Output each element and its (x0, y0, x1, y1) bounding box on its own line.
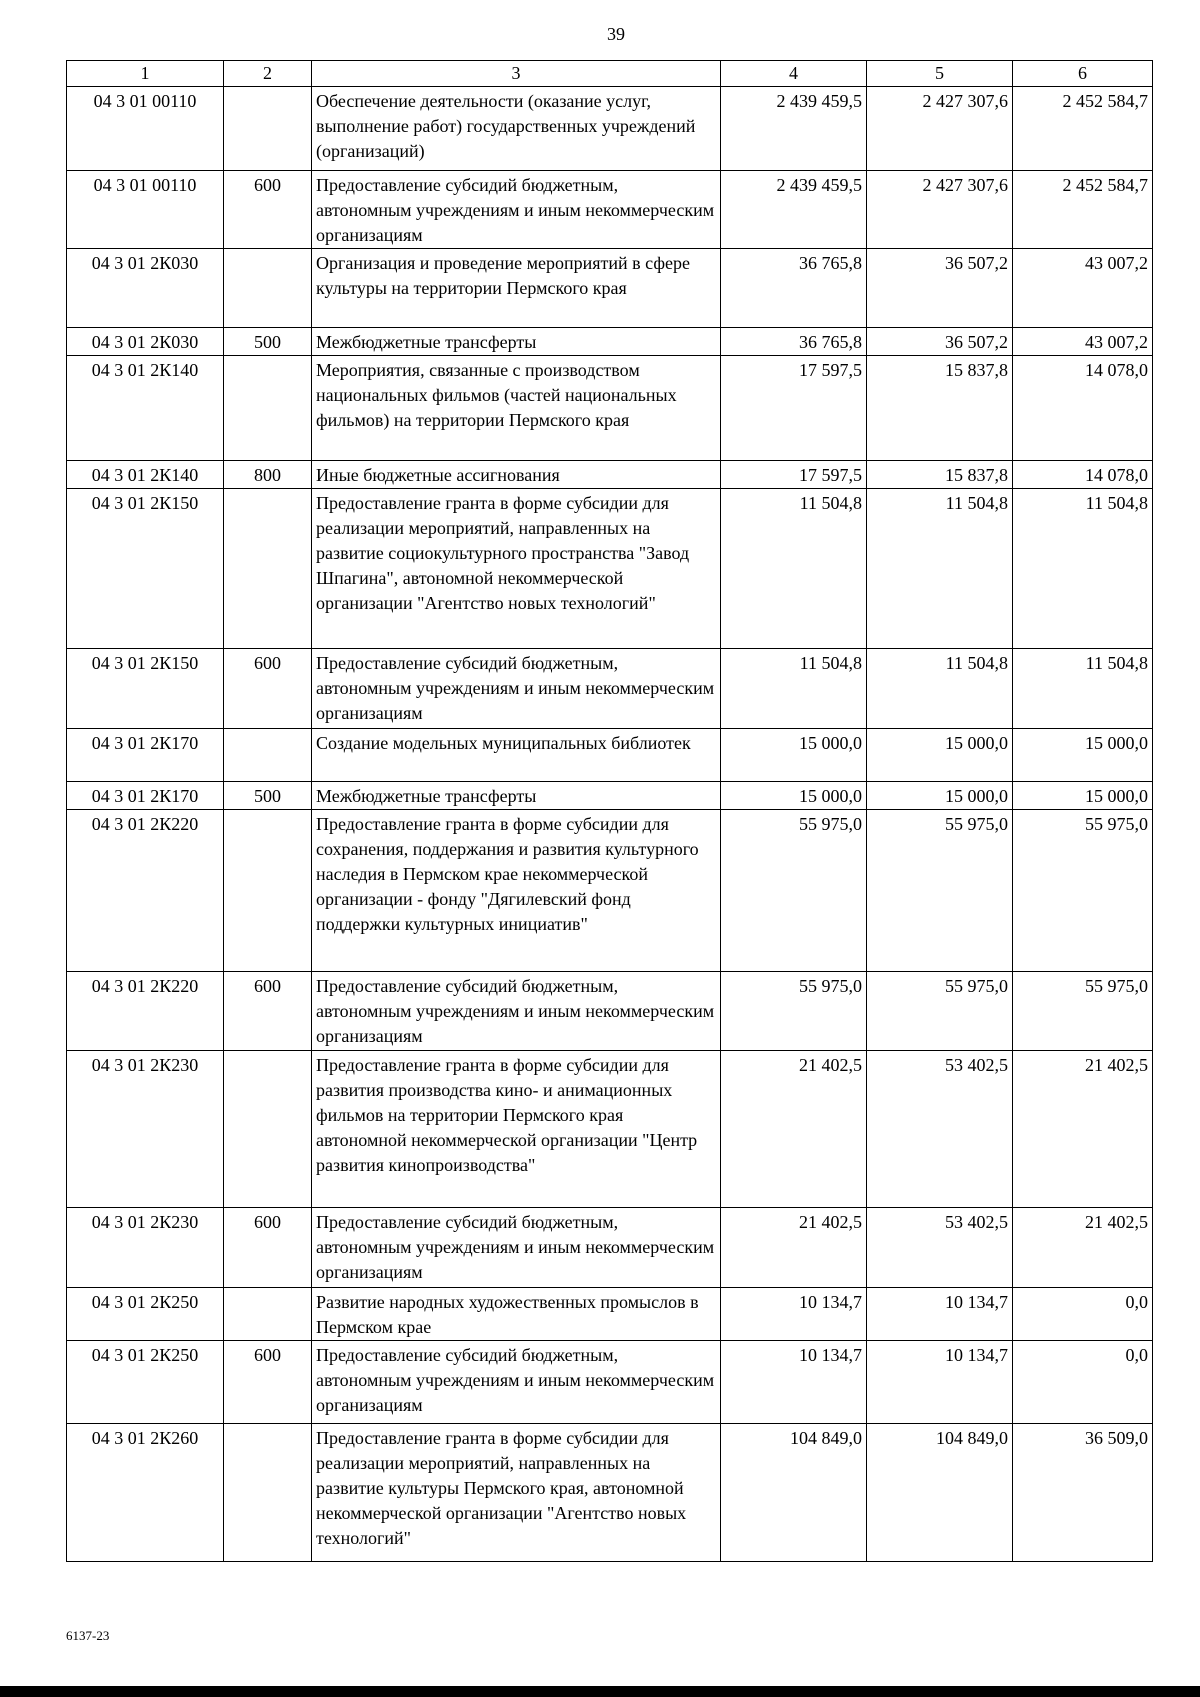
budget-classification-code: 04 3 01 2К170 (67, 729, 224, 782)
amount-year-1: 55 975,0 (721, 972, 867, 1051)
expense-type-code: 600 (224, 1341, 312, 1424)
budget-classification-code: 04 3 01 2К230 (67, 1051, 224, 1208)
amount-year-3: 43 007,2 (1013, 249, 1153, 328)
expense-type-code: 600 (224, 649, 312, 729)
budget-classification-code: 04 3 01 2К170 (67, 782, 224, 810)
budget-classification-code: 04 3 01 2К250 (67, 1288, 224, 1341)
budget-classification-code: 04 3 01 2К220 (67, 810, 224, 972)
table-row (67, 649, 1153, 729)
item-name: Предоставление субсидий бюджетным, автономным учреждениям и иным некоммерческим организациям (312, 649, 721, 729)
amount-year-2: 15 000,0 (867, 729, 1013, 782)
amount-year-1: 21 402,5 (721, 1208, 867, 1288)
amount-year-3: 55 975,0 (1013, 972, 1153, 1051)
table-row (67, 1424, 1153, 1562)
amount-year-3: 11 504,8 (1013, 489, 1153, 649)
table-row (67, 356, 1153, 461)
column-header: 4 (721, 61, 867, 87)
amount-year-1: 55 975,0 (721, 810, 867, 972)
amount-year-2: 55 975,0 (867, 972, 1013, 1051)
expense-type-code (224, 1288, 312, 1341)
expense-type-code (224, 1051, 312, 1208)
table-row (67, 87, 1153, 171)
table-row (67, 810, 1153, 972)
amount-year-3: 21 402,5 (1013, 1208, 1153, 1288)
expense-type-code (224, 1424, 312, 1562)
amount-year-2: 10 134,7 (867, 1288, 1013, 1341)
budget-classification-code: 04 3 01 2К030 (67, 249, 224, 328)
table-row (67, 782, 1153, 810)
table-row (67, 328, 1153, 356)
amount-year-1: 17 597,5 (721, 461, 867, 489)
budget-classification-code: 04 3 01 2К250 (67, 1341, 224, 1424)
amount-year-3: 2 452 584,7 (1013, 171, 1153, 249)
item-name: Межбюджетные трансферты (312, 328, 721, 356)
item-name: Обеспечение деятельности (оказание услуг, выполнение работ) государственных учреждений (организаций) (312, 87, 721, 171)
budget-classification-code: 04 3 01 00110 (67, 171, 224, 249)
amount-year-1: 21 402,5 (721, 1051, 867, 1208)
amount-year-2: 36 507,2 (867, 249, 1013, 328)
amount-year-1: 15 000,0 (721, 782, 867, 810)
item-name: Создание модельных муниципальных библиотек (312, 729, 721, 782)
amount-year-3: 0,0 (1013, 1341, 1153, 1424)
expense-type-code: 600 (224, 1208, 312, 1288)
expense-type-code: 800 (224, 461, 312, 489)
budget-classification-code: 04 3 01 2К150 (67, 489, 224, 649)
table-row (67, 729, 1153, 782)
expense-type-code (224, 87, 312, 171)
amount-year-3: 0,0 (1013, 1288, 1153, 1341)
expense-type-code: 600 (224, 972, 312, 1051)
table-row (67, 489, 1153, 649)
amount-year-2: 55 975,0 (867, 810, 1013, 972)
item-name: Иные бюджетные ассигнования (312, 461, 721, 489)
page-number: 39 (607, 24, 625, 44)
expense-type-code (224, 489, 312, 649)
table-header-row (67, 61, 1153, 87)
amount-year-1: 10 134,7 (721, 1341, 867, 1424)
amount-year-2: 104 849,0 (867, 1424, 1013, 1562)
budget-classification-code: 04 3 01 2К140 (67, 356, 224, 461)
amount-year-2: 10 134,7 (867, 1341, 1013, 1424)
amount-year-3: 14 078,0 (1013, 356, 1153, 461)
amount-year-2: 36 507,2 (867, 328, 1013, 356)
amount-year-3: 36 509,0 (1013, 1424, 1153, 1562)
budget-classification-code: 04 3 01 2К260 (67, 1424, 224, 1562)
item-name: Предоставление гранта в форме субсидии для сохранения, поддержания и развития культурного наследия в Пермском крае некоммерческой организации - фонду "Дягилевский фонд поддержки культурных инициатив" (312, 810, 721, 972)
budget-classification-code: 04 3 01 2К140 (67, 461, 224, 489)
table-row (67, 249, 1153, 328)
table-body (67, 87, 1153, 1562)
expense-type-code: 500 (224, 782, 312, 810)
amount-year-1: 36 765,8 (721, 328, 867, 356)
column-header: 3 (312, 61, 721, 87)
amount-year-2: 2 427 307,6 (867, 87, 1013, 171)
amount-year-2: 11 504,8 (867, 649, 1013, 729)
amount-year-3: 55 975,0 (1013, 810, 1153, 972)
amount-year-2: 15 837,8 (867, 461, 1013, 489)
budget-classification-code: 04 3 01 00110 (67, 87, 224, 171)
amount-year-1: 15 000,0 (721, 729, 867, 782)
item-name: Предоставление гранта в форме субсидии для реализации мероприятий, направленных на развитие культуры Пермского края, автономной некоммерческой организации "Агентство новых технологий" (312, 1424, 721, 1562)
item-name: Предоставление гранта в форме субсидии для реализации мероприятий, направленных на развитие социокультурного пространства "Завод Шпагина", автономной некоммерческой организации "Агентство новых технологий" (312, 489, 721, 649)
amount-year-3: 15 000,0 (1013, 729, 1153, 782)
expense-type-code (224, 356, 312, 461)
item-name: Организация и проведение мероприятий в сфере культуры на территории Пермского края (312, 249, 721, 328)
item-name: Мероприятия, связанные с производством национальных фильмов (частей национальных фильмов) на территории Пермского края (312, 356, 721, 461)
amount-year-2: 53 402,5 (867, 1208, 1013, 1288)
amount-year-2: 11 504,8 (867, 489, 1013, 649)
amount-year-3: 2 452 584,7 (1013, 87, 1153, 171)
table-row (67, 171, 1153, 249)
item-name: Предоставление субсидий бюджетным, автономным учреждениям и иным некоммерческим организациям (312, 972, 721, 1051)
table-row (67, 1051, 1153, 1208)
item-name: Развитие народных художественных промыслов в Пермском крае (312, 1288, 721, 1341)
document-id: 6137-23 (66, 1628, 110, 1643)
amount-year-3: 21 402,5 (1013, 1051, 1153, 1208)
expense-type-code: 500 (224, 328, 312, 356)
amount-year-1: 2 439 459,5 (721, 171, 867, 249)
item-name: Предоставление субсидий бюджетным, автономным учреждениям и иным некоммерческим организациям (312, 1208, 721, 1288)
amount-year-3: 15 000,0 (1013, 782, 1153, 810)
amount-year-1: 36 765,8 (721, 249, 867, 328)
column-header: 6 (1013, 61, 1153, 87)
item-name: Межбюджетные трансферты (312, 782, 721, 810)
amount-year-2: 2 427 307,6 (867, 171, 1013, 249)
table-row (67, 972, 1153, 1051)
expense-type-code (224, 729, 312, 782)
amount-year-3: 43 007,2 (1013, 328, 1153, 356)
amount-year-3: 11 504,8 (1013, 649, 1153, 729)
amount-year-3: 14 078,0 (1013, 461, 1153, 489)
table-row (67, 1208, 1153, 1288)
table-row (67, 461, 1153, 489)
expense-type-code (224, 810, 312, 972)
amount-year-2: 15 837,8 (867, 356, 1013, 461)
item-name: Предоставление гранта в форме субсидии для развития производства кино- и анимационных фильмов на территории Пермского края автономной некоммерческой организации "Центр развития кинопроизводства" (312, 1051, 721, 1208)
table-row (67, 1288, 1153, 1341)
table-row (67, 1341, 1153, 1424)
amount-year-1: 11 504,8 (721, 649, 867, 729)
amount-year-1: 2 439 459,5 (721, 87, 867, 171)
budget-classification-code: 04 3 01 2К150 (67, 649, 224, 729)
scan-edge-bar (0, 1686, 1200, 1697)
amount-year-1: 104 849,0 (721, 1424, 867, 1562)
expense-type-code: 600 (224, 171, 312, 249)
column-header: 2 (224, 61, 312, 87)
amount-year-1: 11 504,8 (721, 489, 867, 649)
amount-year-1: 17 597,5 (721, 356, 867, 461)
expense-type-code (224, 249, 312, 328)
budget-table (66, 60, 1153, 1562)
amount-year-2: 53 402,5 (867, 1051, 1013, 1208)
amount-year-1: 10 134,7 (721, 1288, 867, 1341)
budget-classification-code: 04 3 01 2К230 (67, 1208, 224, 1288)
amount-year-2: 15 000,0 (867, 782, 1013, 810)
item-name: Предоставление субсидий бюджетным, автономным учреждениям и иным некоммерческим организациям (312, 1341, 721, 1424)
budget-classification-code: 04 3 01 2К220 (67, 972, 224, 1051)
column-header: 1 (67, 61, 224, 87)
budget-classification-code: 04 3 01 2К030 (67, 328, 224, 356)
column-header: 5 (867, 61, 1013, 87)
item-name: Предоставление субсидий бюджетным, автономным учреждениям и иным некоммерческим организациям (312, 171, 721, 249)
